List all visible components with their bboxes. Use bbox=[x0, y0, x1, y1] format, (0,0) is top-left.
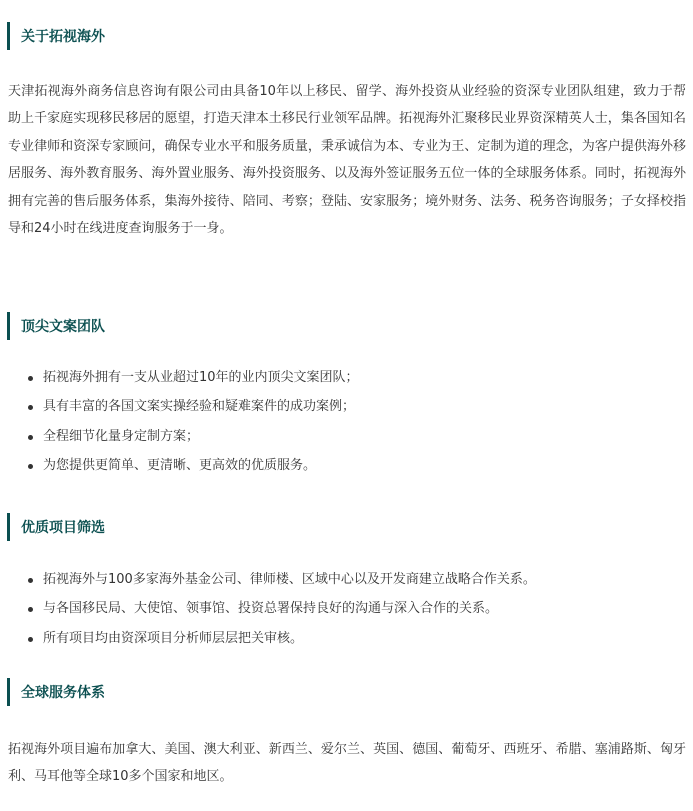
list-item bbox=[0, 392, 690, 421]
section-heading-global bbox=[7, 678, 105, 706]
section-heading-team bbox=[7, 312, 105, 340]
team-list bbox=[0, 363, 690, 480]
projects-list bbox=[0, 565, 690, 653]
list-item bbox=[0, 363, 690, 392]
bullet-icon bbox=[28, 637, 33, 642]
bullet-icon bbox=[28, 376, 33, 381]
list-item-text: 拓视海外与100多家海外基金公司、律师楼、区域中心以及开发商建立战略合作关系。 bbox=[43, 572, 536, 587]
list-item-text: 所有项目均由资深项目分析师层层把关审核。 bbox=[43, 630, 304, 646]
list-item-text: 拓视海外拥有一支从业超过10年的业内顶尖文案团队； bbox=[43, 370, 359, 385]
list-item bbox=[0, 565, 690, 594]
list-item bbox=[0, 422, 690, 451]
list-item bbox=[0, 594, 690, 623]
global-paragraph: 拓视海外项目遍布加拿大、美国、澳大利亚、新西兰、爱尔兰、英国、德国、葡萄牙、西班牙、希腊、塞浦路斯、匈牙利、马耳他等全球10多个国家和地区。 bbox=[8, 742, 686, 785]
about-paragraph: 天津拓视海外商务信息咨询有限公司由具备10年以上移民、留学、海外投资从业经验的资深专业团队组建，致力于帮助上千家庭实现移民移居的愿望，打造天津本土移民行业领军品牌。拓视海外汇聚移民业界资深精英人士，集各国知名专业律师和资深专家顾问，确保专业水平和服务质量，秉承诚信为本、专业为王、定制为道的理念，为客户提供海外移居服务、海外教育服务、海外置业服务、海外投资服务、以及海外签证服务五位一体的全球服务体系。同时，拓视海外拥有完善的售后服务体系，集海外接待、陪同、考察；登陆、安家服务；境外财务、法务、税务咨询服务；子女择校指导和24小时在线进度查询服务于一身。 bbox=[8, 84, 686, 237]
list-item-text: 为您提供更简单、更清晰、更高效的优质服务。 bbox=[43, 457, 317, 473]
section-title: 顶尖文案团队 bbox=[21, 319, 105, 335]
list-item bbox=[0, 451, 690, 480]
list-item bbox=[0, 624, 690, 653]
section-title: 优质项目筛选 bbox=[21, 520, 105, 536]
section-heading-projects bbox=[7, 513, 105, 541]
section-heading-about bbox=[7, 22, 105, 50]
bullet-icon bbox=[28, 405, 33, 410]
section-title: 全球服务体系 bbox=[21, 685, 105, 701]
bullet-icon bbox=[28, 578, 33, 583]
list-item-text: 具有丰富的各国文案实操经验和疑难案件的成功案例； bbox=[43, 399, 356, 415]
list-item-text: 与各国移民局、大使馆、领事馆、投资总署保持良好的沟通与深入合作的关系。 bbox=[43, 601, 499, 617]
section-title: 关于拓视海外 bbox=[21, 29, 105, 45]
list-item-text: 全程细节化量身定制方案； bbox=[43, 428, 200, 444]
bullet-icon bbox=[28, 435, 33, 440]
bullet-icon bbox=[28, 607, 33, 612]
bullet-icon bbox=[28, 464, 33, 469]
